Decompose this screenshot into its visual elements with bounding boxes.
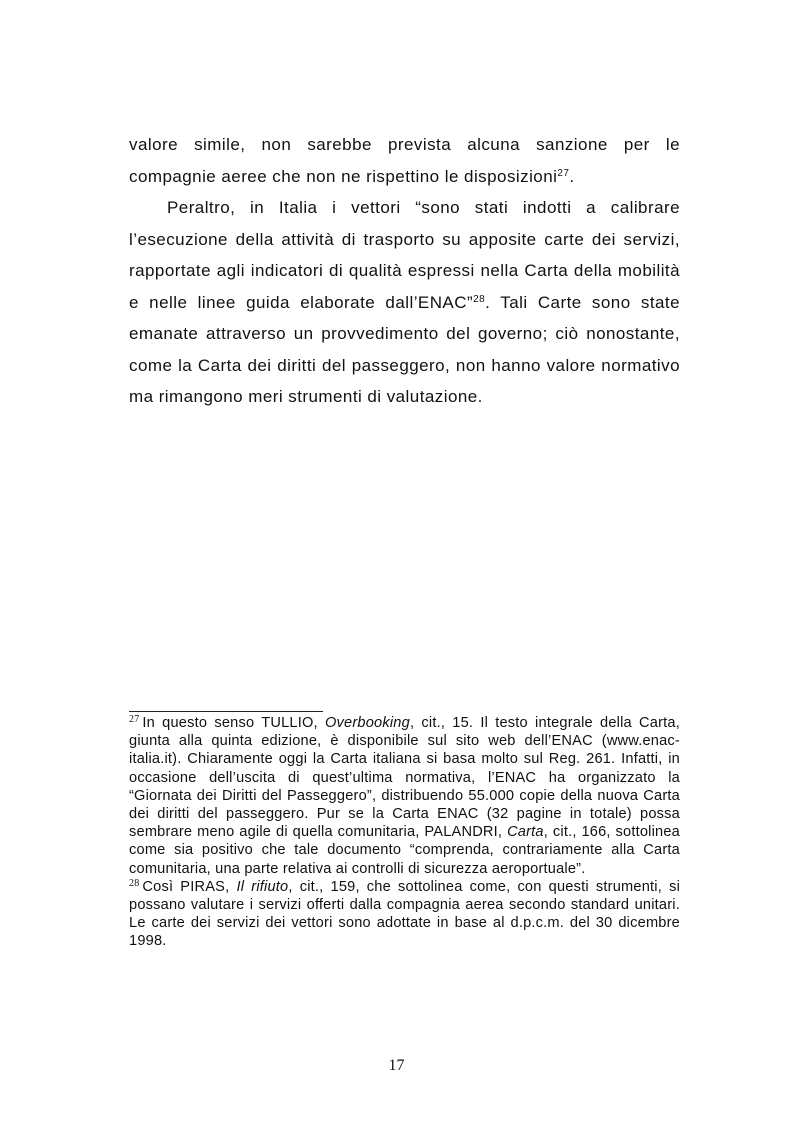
footnote-ref-27: 27	[557, 167, 570, 179]
footnote-28-text-1: Così PIRAS,	[142, 878, 237, 895]
footnote-27-title-2: Carta	[507, 824, 544, 841]
footnote-27-text-1: In questo senso TULLIO,	[142, 715, 325, 731]
footnote-28-title-1: Il rifiuto	[236, 878, 289, 895]
page-number: 17	[388, 1057, 405, 1074]
paragraph-1-text: valore simile, non sarebbe prevista alcuna sanzione per le compagnie aeree che non ne rispettino le disposizioni	[129, 135, 680, 186]
paragraph-2-text: Peraltro, in Italia i vettori “sono stati indotti a calibrare l’esecuzione della attività di trasporto su apposite carte dei servizi, rapportate agli indicatori di qualità espressi nella Carta della mobilità e nelle linee guida elaborate dall’ENAC”	[129, 198, 680, 312]
footnote-27-number: 27	[129, 714, 140, 725]
footnote-ref-28: 28	[473, 293, 486, 305]
paragraph-1-end: .	[569, 166, 575, 186]
footnote-28-number: 28	[129, 877, 140, 889]
footnote-27	[129, 714, 680, 878]
footnote-separator	[129, 711, 323, 712]
footnote-28-text-2: , cit., 159, che sottolinea come, con questi strumenti, si possano valutare i servizi offerti dalla compagnia aerea secondo standard unitari. Le carte dei servizi dei vettori sono adottate in base al d.p.c.m. del 30 dicembre 1998.	[129, 878, 681, 950]
footnote-27-text-3: , cit., 166, sottolinea come sia positivo che tale documento “comprenda, contrariamente alla Carta comunitaria, una parte relativa ai controlli di sicurezza aeroportuale”.	[129, 824, 681, 877]
footnotes	[129, 714, 680, 951]
paragraph-1	[129, 129, 680, 192]
paragraph-2-end: . Tali Carte sono state emanate attraverso un provvedimento del governo; ciò nonostante, come la Carta dei diritti del passeggero, non hanno valore normativo ma rimangono meri strumenti di valutazione.	[129, 292, 680, 406]
footnote-27-title-1: Overbooking	[324, 715, 410, 731]
footnote-27-text-2: , cit., 15. Il testo integrale della Carta, giunta alla quinta edizione, è disponibile sul sito web dell’ENAC (www.enac-italia.it). Chiaramente oggi la Carta italiana si basa molto sul Reg. 261. Infatti, in occasione dell’uscita di quest’ultima normativa, l’ENAC ha organizzato la “Giornata dei Diritti del Passeggero”, distribuendo 55.000 copie della nuova Carta dei diritti del passeggero. Pur se la Carta ENAC (32 pagine in totale) possa sembrare meno agile di quella comunitaria, PALANDRI,	[129, 715, 680, 841]
paragraph-2	[129, 192, 680, 413]
footnote-28	[129, 878, 680, 951]
body-text	[129, 129, 680, 413]
